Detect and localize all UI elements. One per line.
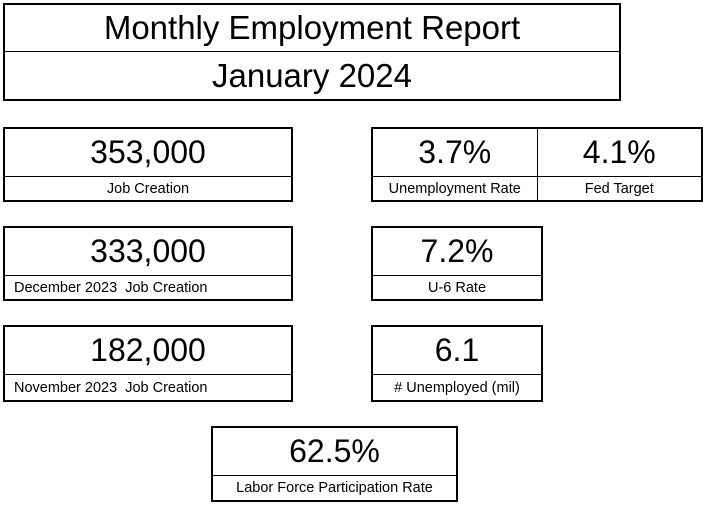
u6-rate-label: U-6 Rate [427,279,487,296]
labor-participation-value: 62.5% [213,428,456,476]
unemployed-count-card [371,325,543,402]
december-job-creation-card [3,226,293,301]
fed-target-label: Fed Target [584,180,654,197]
job-creation-label: Job Creation [106,180,190,197]
unemployment-rate-value: 3.7% [373,129,537,177]
report-period: January 2024 [212,56,412,94]
unemployed-count-value: 6.1 [373,327,541,375]
fed-target-cell [537,129,702,200]
report-title: Monthly Employment Report [5,5,619,52]
december-job-creation-value: 333,000 [5,228,291,276]
unemployed-count-label: # Unemployed (mil) [394,379,520,396]
u6-rate-card [371,226,543,301]
unemployment-rate-label: Unemployment Rate [388,180,521,197]
november-job-creation-value: 182,000 [5,327,291,375]
fed-target-value: 4.1% [538,129,702,177]
rate-comparison-card [371,127,703,202]
job-creation-card [3,127,293,202]
job-creation-value: 353,000 [5,129,291,177]
report-header [3,3,621,101]
labor-participation-card [211,426,458,502]
unemployment-rate-cell [373,129,537,200]
december-job-creation-label: December 2023 Job Creation [14,279,208,296]
labor-participation-label: Labor Force Participation Rate [236,480,433,496]
november-job-creation-label: November 2023 Job Creation [14,379,208,396]
november-job-creation-card [3,325,293,402]
u6-rate-value: 7.2% [373,228,541,276]
